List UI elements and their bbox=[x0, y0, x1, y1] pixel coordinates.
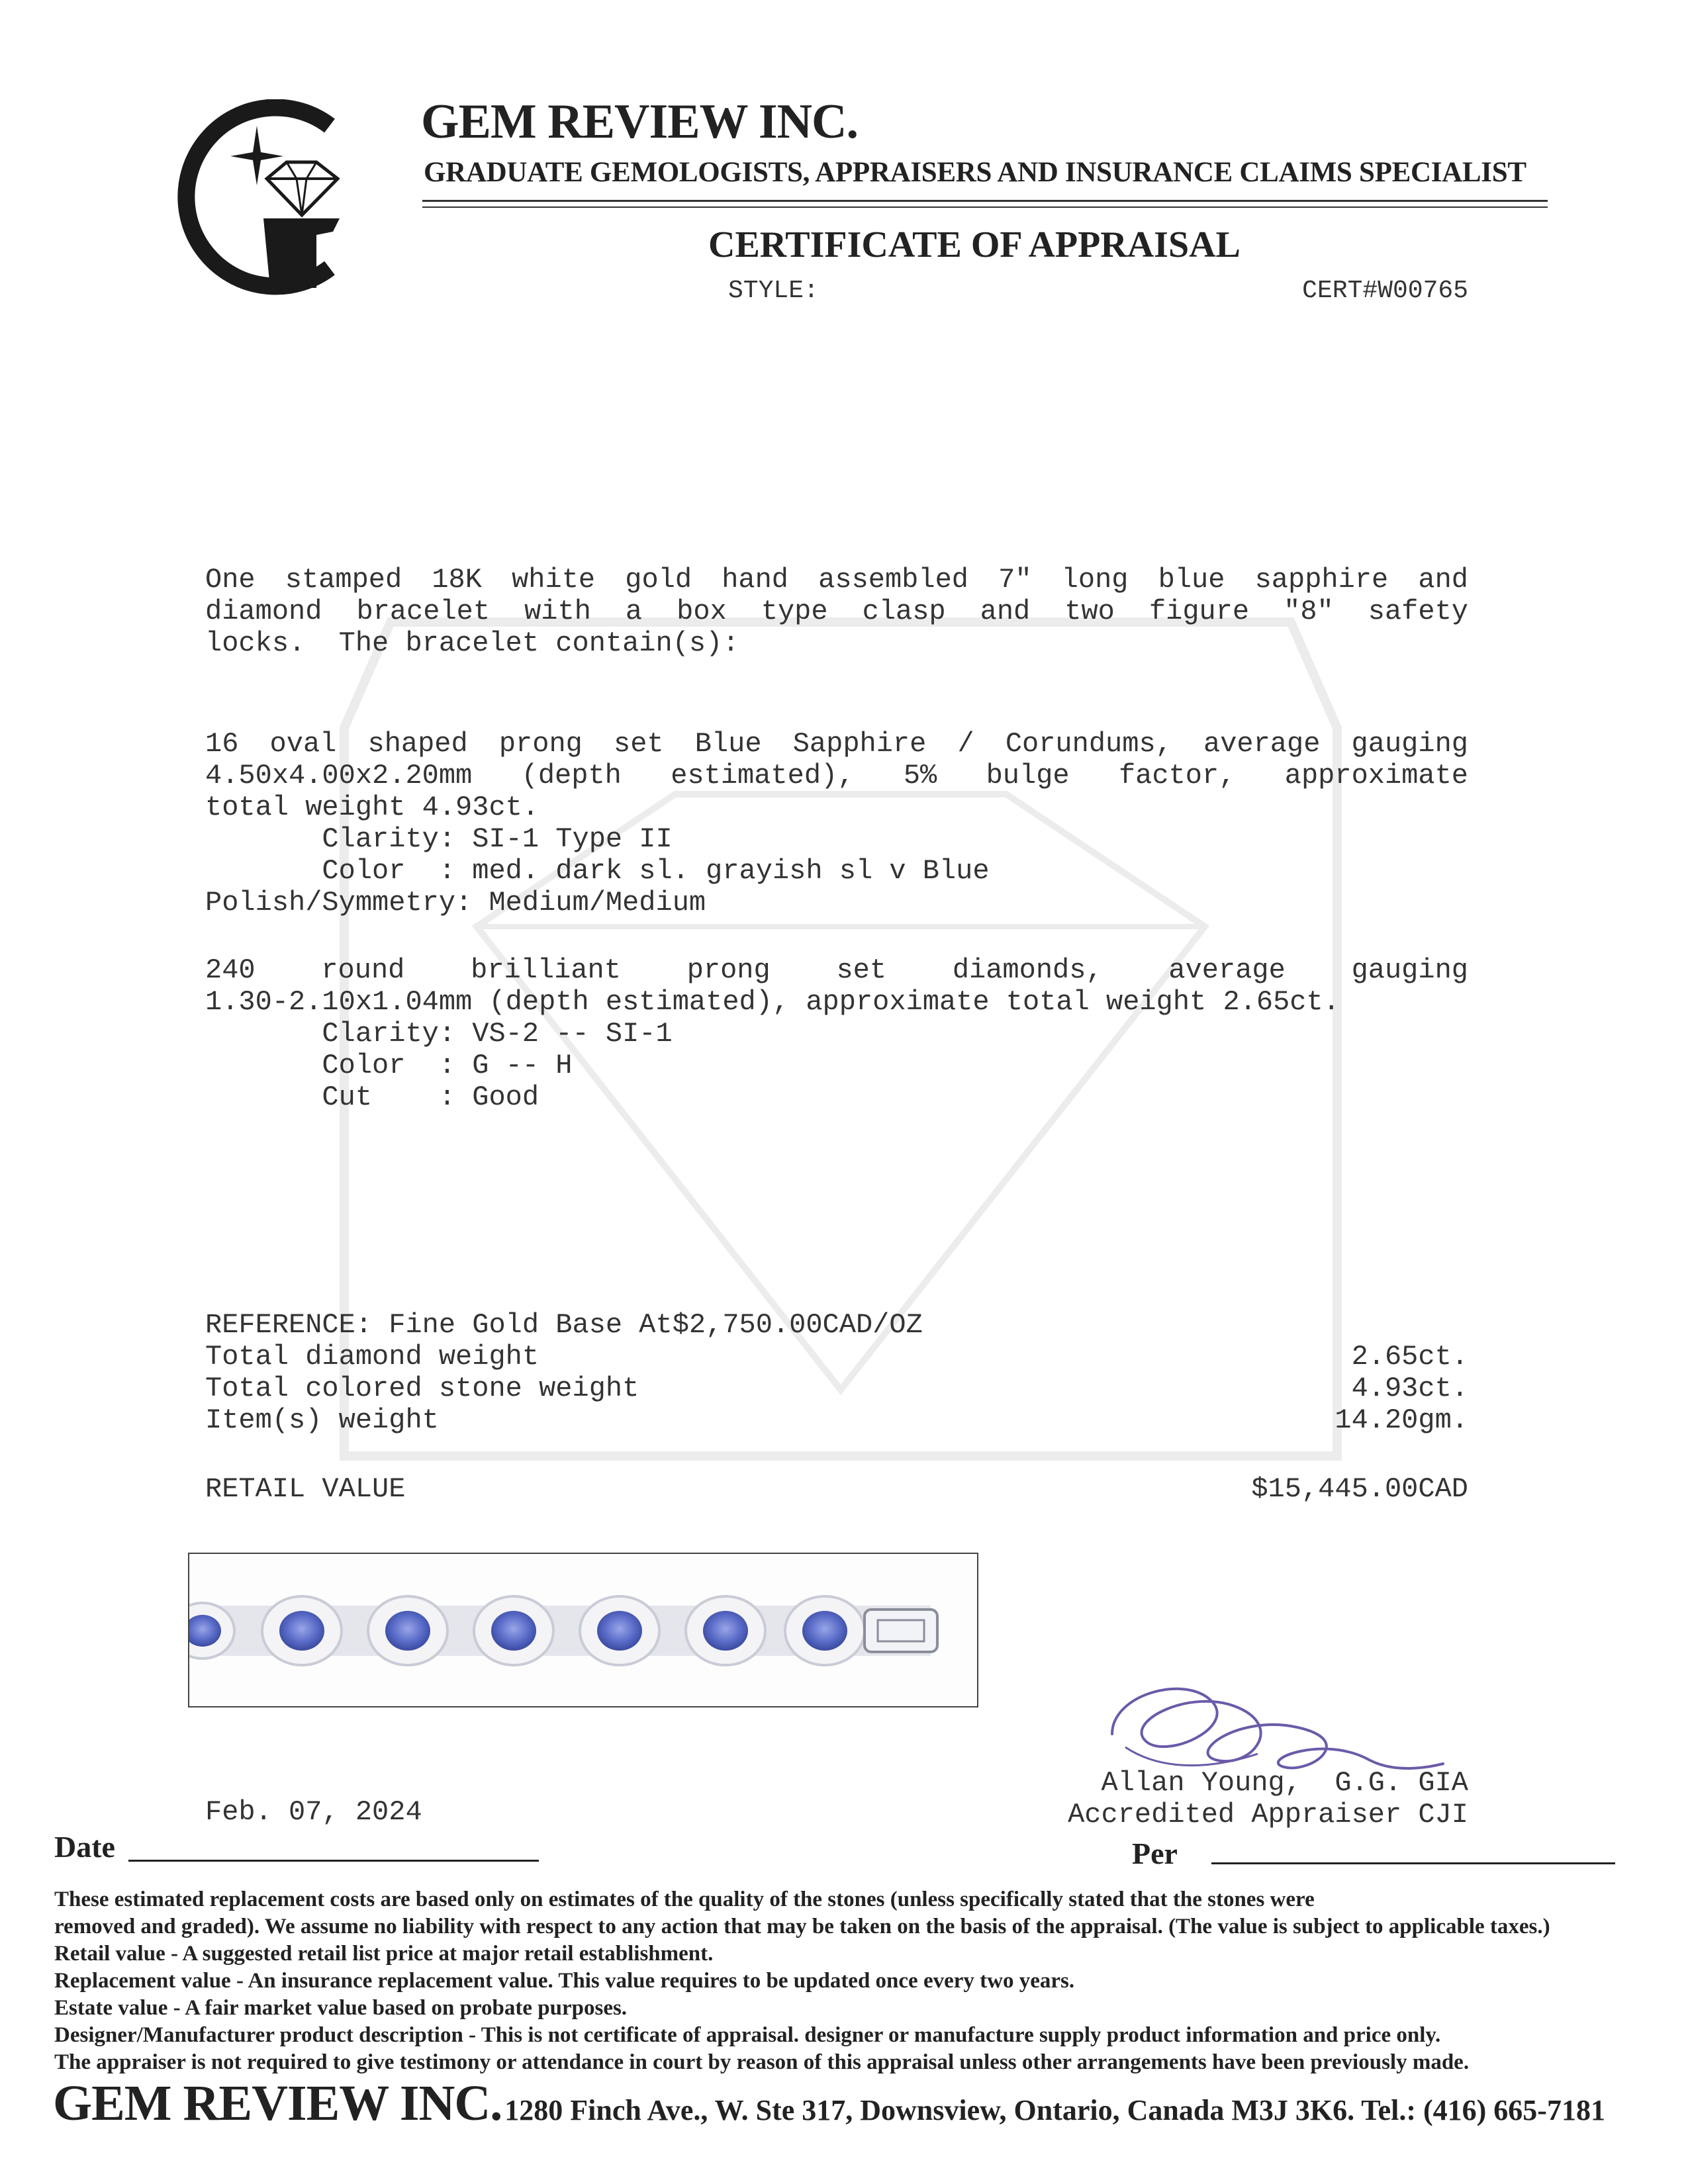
weight-label: Item(s) weight bbox=[205, 1404, 439, 1436]
per-line bbox=[1211, 1862, 1615, 1864]
certificate-number: CERT#W00765 bbox=[1302, 277, 1468, 305]
weight-row bbox=[205, 1341, 1468, 1373]
weight-row bbox=[205, 1404, 1468, 1436]
diamond-clarity: Clarity: VS-2 -- SI-1 bbox=[205, 1018, 673, 1050]
footer-company-name: GEM REVIEW INC. bbox=[53, 2075, 502, 2131]
company-name: GEM REVIEW INC. bbox=[421, 95, 858, 149]
diamond-line: 1.30-2.10x1.04mm (depth estimated), approximate total weight 2.65ct. bbox=[205, 986, 1340, 1018]
company-tagline: GRADUATE GEMOLOGISTS, APPRAISERS AND INSURANCE CLAIMS SPECIALIST bbox=[424, 157, 1526, 188]
header-divider bbox=[422, 200, 1548, 202]
diamond-cut: Cut : Good bbox=[205, 1081, 539, 1113]
sapphire-clarity: Clarity: SI-1 Type II bbox=[205, 823, 673, 855]
appraiser-name: Allan Young, G.G. GIA bbox=[1101, 1767, 1468, 1799]
appraiser-signature bbox=[1086, 1668, 1456, 1780]
sapphire-polish: Polish/Symmetry: Medium/Medium bbox=[205, 887, 706, 919]
per-label: Per bbox=[1132, 1837, 1178, 1870]
weight-value: 4.93ct. bbox=[1351, 1373, 1468, 1404]
description-line: locks. The bracelet contain(s): bbox=[205, 627, 739, 659]
weight-value: 14.20gm. bbox=[1335, 1404, 1468, 1436]
footer-address: 1280 Finch Ave., W. Ste 317, Downsview, Ontario, Canada M3J 3K6. Tel.: (416) 665-7181 bbox=[504, 2094, 1605, 2126]
description-line: diamond bracelet with a box type clasp and two figure "8" safety bbox=[205, 596, 1468, 627]
sapphire-line: 16 oval shaped prong set Blue Sapphire / Corundums, average gauging bbox=[205, 728, 1468, 760]
weight-label: Total colored stone weight bbox=[205, 1373, 639, 1404]
disclaimer-line: Designer/Manufacturer product description - This is not certificate of appraisal. designer or manufacture supply product information and price only. bbox=[54, 2023, 1441, 2047]
retail-label: RETAIL VALUE bbox=[205, 1473, 406, 1505]
description-line: One stamped 18K white gold hand assembled 7" long blue sapphire and bbox=[205, 564, 1468, 596]
bracelet-photo bbox=[188, 1553, 978, 1707]
diamond-line: 240 round brilliant prong set diamonds, average gauging bbox=[205, 954, 1468, 986]
weight-label: Total diamond weight bbox=[205, 1341, 539, 1373]
bracelet-image bbox=[189, 1554, 977, 1706]
disclaimer-line: Estate value - A fair market value based on probate purposes. bbox=[54, 1996, 628, 2020]
sapphire-color: Color : med. dark sl. grayish sl v Blue bbox=[205, 855, 990, 887]
company-logo bbox=[164, 99, 363, 304]
style-label: STYLE: bbox=[728, 277, 819, 305]
retail-value: $15,445.00CAD bbox=[1251, 1473, 1468, 1505]
sapphire-line: 4.50x4.00x2.20mm (depth estimated), 5% bulge factor, approximate bbox=[205, 760, 1468, 792]
appraisal-date: Feb. 07, 2024 bbox=[205, 1796, 422, 1828]
date-line bbox=[128, 1860, 539, 1862]
disclaimer-line: The appraiser is not required to give testimony or attendance in court by reason of this appraisal unless other arrangements have been previously made. bbox=[54, 2050, 1470, 2074]
weight-value: 2.65ct. bbox=[1351, 1341, 1468, 1373]
retail-row bbox=[205, 1473, 1468, 1505]
diamond-color: Color : G -- H bbox=[205, 1050, 573, 1081]
header-divider bbox=[422, 206, 1548, 208]
certificate-title: CERTIFICATE OF APPRAISAL bbox=[708, 224, 1241, 265]
date-label: Date bbox=[54, 1830, 115, 1864]
weight-row bbox=[205, 1373, 1468, 1404]
disclaimer-line: removed and graded). We assume no liability with respect to any action that may be taken on the basis of the appraisal. (The value is subject to applicable taxes.) bbox=[54, 1915, 1550, 1938]
disclaimer-line: These estimated replacement costs are based only on estimates of the quality of the stones (unless specifically stated that the stones were bbox=[54, 1888, 1315, 1911]
disclaimer-line: Replacement value - An insurance replacement value. This value requires to be updated once every two years. bbox=[54, 1969, 1075, 1993]
appraiser-credential: Accredited Appraiser CJI bbox=[1068, 1799, 1468, 1831]
sapphire-line: total weight 4.93ct. bbox=[205, 792, 539, 823]
reference-line: REFERENCE: Fine Gold Base At$2,750.00CAD/OZ bbox=[205, 1309, 923, 1341]
disclaimer-line: Retail value - A suggested retail list price at major retail establishment. bbox=[54, 1942, 714, 1966]
footer bbox=[53, 2075, 1605, 2132]
